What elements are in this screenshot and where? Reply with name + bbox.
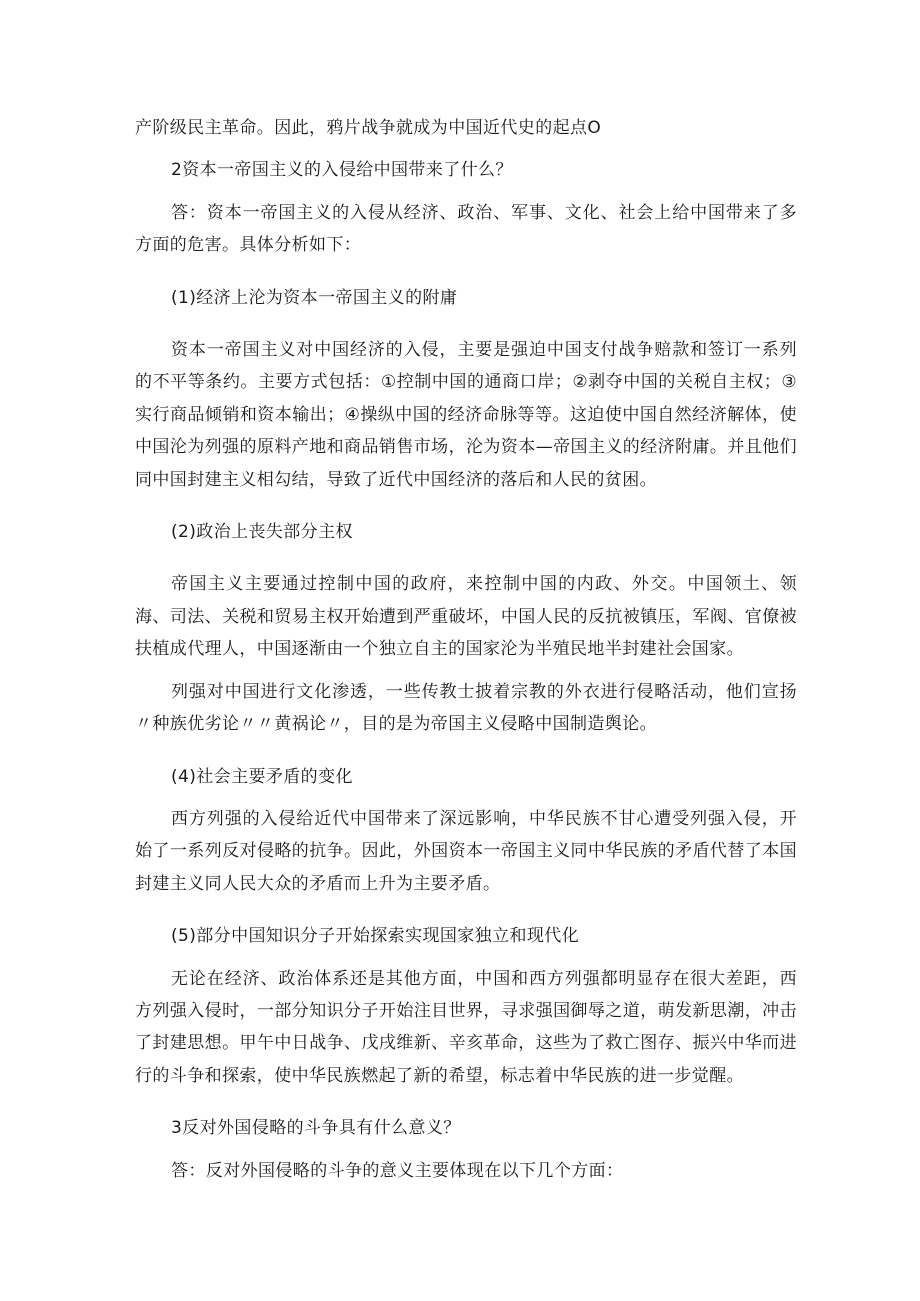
question-3-heading: 3反对外国侵略的斗争具有什么意义？ [171,1118,461,1139]
section-1-heading: (1)经济上沦为资本一帝国主义的附庸 [171,287,458,308]
section-5-body: 无论在经济、政治体系还是其他方面，中国和西方列强都明显存在很大差距，西方列强入侵时，一部分知识分子开始注目世界，寻求强国御辱之道，萌发新思潮，冲击了封建思想。甲午中日战争、戊戌维新、辛亥革命，这些为了救亡图存、振兴中华而进行的斗争和探索，使中华民族燃起了新的希望，标志着中华民族的进一步觉醒。 [135,968,797,1086]
answer-3-intro: 答：反对外国侵略的斗争的意义主要体现在以下几个方面： [171,1160,624,1181]
section-1-body: 资本一帝国主义对中国经济的入侵，主要是强迫中国支付战争赔款和签订一系列的不平等条约。主要方式包括：①控制中国的通商口岸；②剥夺中国的关税自主权；③实行商品倾销和资本输出；④操纵中国的经济命脉等等。这迫使中国自然经济解体，使中国沦为列强的原料产地和商品销售市场，沦为资本—帝国主义的经济附庸。并且他们同中国封建主义相勾结，导致了近代中国经济的落后和人民的贫困。 [135,340,797,490]
question-2-heading: 2资本一帝国主义的入侵给中国带来了什么？ [171,160,513,181]
section-2-body: 帝国主义主要通过控制中国的政府，来控制中国的内政、外交。中国领土、领海、司法、关税和贸易主权开始遭到严重破坏，中国人民的反抗被镇压，军阀、官僚被扶植成代理人，中国逐渐由一个独立自主的国家沦为半殖民地半封建社会国家。 [135,574,797,660]
answer-2-intro: 答：资本一帝国主义的入侵从经济、政治、军事、文化、社会上给中国带来了多方面的危害。具体分析如下： [135,202,797,256]
section-4-body: 西方列强的入侵给近代中国带来了深远影响，中华民族不甘心遭受列强入侵，开始了一系列反对侵略的抗争。因此，外国资本一帝国主义同中华民族的矛盾代替了本国封建主义同人民大众的矛盾而上升为主要矛盾。 [135,808,797,894]
section-2-heading: (2)政治上丧失部分主权 [171,522,353,543]
section-4-heading: (4)社会主要矛盾的变化 [171,766,353,787]
paragraph-continuation: 产阶级民主革命。因此，鸦片战争就成为中国近代史的起点O [135,118,602,138]
document-body [135,112,797,1187]
section-5-heading: (5)部分中国知识分子开始探索实现国家独立和现代化 [171,926,580,947]
culture-paragraph: 列强对中国进行文化渗透，一些传教士披着宗教的外衣进行侵略活动，他们宣扬〃种族优劣论〃〃黄祸论〃，目的是为帝国主义侵略中国制造舆论。 [135,681,797,735]
